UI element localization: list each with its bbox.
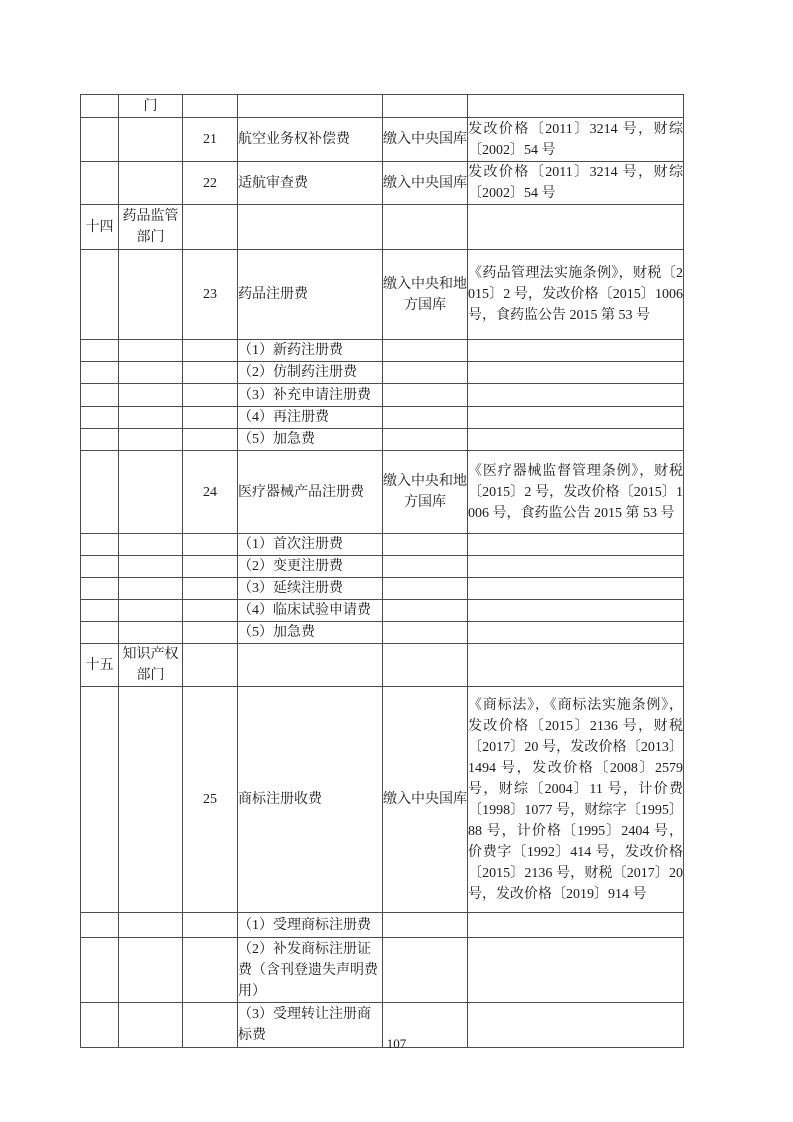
table-row (81, 913, 684, 938)
legal-basis-cell (468, 600, 684, 622)
legal-basis-cell (468, 407, 684, 429)
fees-table (80, 94, 684, 1048)
table-row (81, 362, 684, 384)
treasury-cell (383, 578, 468, 600)
fee-name-cell: 药品注册费 (238, 250, 383, 340)
fee-name-cell: （4）临床试验申请费 (238, 600, 383, 622)
dept-cell (119, 250, 183, 340)
treasury-cell (383, 205, 468, 250)
table-row (81, 95, 684, 118)
treasury-cell: 缴入中央和地方国库 (383, 250, 468, 340)
dept-cell (119, 407, 183, 429)
table-row (81, 938, 684, 1003)
dept-cell (119, 938, 183, 1003)
dept-cell (119, 118, 183, 162)
section-cell (81, 118, 119, 162)
treasury-cell (383, 95, 468, 118)
section-cell (81, 340, 119, 362)
dept-cell (119, 556, 183, 578)
fee-name-cell: （2）补发商标注册证费（含刊登遗失声明费用） (238, 938, 383, 1003)
dept-cell (119, 578, 183, 600)
legal-basis-cell (468, 913, 684, 938)
fee-name-cell: 航空业务权补偿费 (238, 118, 383, 162)
section-cell (81, 578, 119, 600)
treasury-cell (383, 407, 468, 429)
table-row (81, 162, 684, 205)
dept-cell (119, 913, 183, 938)
treasury-cell (383, 622, 468, 644)
item-no-cell: 24 (183, 451, 238, 534)
item-no-cell: 22 (183, 162, 238, 205)
dept-cell (119, 362, 183, 384)
table-row (81, 250, 684, 340)
section-cell (81, 162, 119, 205)
legal-basis-cell (468, 644, 684, 687)
treasury-cell: 缴入中央和地方国库 (383, 451, 468, 534)
table-row (81, 578, 684, 600)
section-cell (81, 362, 119, 384)
section-cell (81, 384, 119, 407)
treasury-cell (383, 644, 468, 687)
fee-name-cell: 医疗器械产品注册费 (238, 451, 383, 534)
treasury-cell: 缴入中央国库 (383, 162, 468, 205)
treasury-cell (383, 534, 468, 556)
section-cell (81, 600, 119, 622)
dept-cell (119, 687, 183, 913)
fee-name-cell: （3）受理转让注册商标费 (238, 1003, 383, 1048)
item-no-cell (183, 578, 238, 600)
treasury-cell (383, 384, 468, 407)
table-row (81, 384, 684, 407)
table-row (81, 687, 684, 913)
table-row (81, 407, 684, 429)
table-row (81, 644, 684, 687)
section-cell (81, 429, 119, 451)
section-cell (81, 687, 119, 913)
page-number: 107 (386, 1036, 407, 1051)
item-no-cell (183, 600, 238, 622)
section-cell: 十五 (81, 644, 119, 687)
item-no-cell (183, 407, 238, 429)
legal-basis-cell (468, 362, 684, 384)
legal-basis-cell (468, 938, 684, 1003)
fee-name-cell (238, 95, 383, 118)
legal-basis-cell: 发改价格〔2011〕3214 号，财综〔2002〕54 号 (468, 162, 684, 205)
fee-name-cell: （3）补充申请注册费 (238, 384, 383, 407)
item-no-cell: 25 (183, 687, 238, 913)
dept-cell (119, 451, 183, 534)
section-cell (81, 556, 119, 578)
table-row (81, 205, 684, 250)
dept-cell (119, 429, 183, 451)
item-no-cell (183, 205, 238, 250)
fee-name-cell: （2）变更注册费 (238, 556, 383, 578)
dept-cell (119, 600, 183, 622)
legal-basis-cell (468, 556, 684, 578)
dept-cell: 药品监管部门 (119, 205, 183, 250)
table-row (81, 556, 684, 578)
legal-basis-cell: 发改价格〔2011〕3214 号，财综〔2002〕54 号 (468, 118, 684, 162)
table-row (81, 534, 684, 556)
item-no-cell (183, 340, 238, 362)
fee-name-cell (238, 644, 383, 687)
table-row (81, 622, 684, 644)
legal-basis-cell (468, 622, 684, 644)
dept-cell (119, 340, 183, 362)
dept-cell (119, 162, 183, 205)
table-row (81, 340, 684, 362)
treasury-cell (383, 600, 468, 622)
fee-name-cell: 适航审查费 (238, 162, 383, 205)
item-no-cell (183, 938, 238, 1003)
table-row (81, 600, 684, 622)
fee-name-cell (238, 205, 383, 250)
legal-basis-cell: 《药品管理法实施条例》，财税〔2015〕2 号，发改价格〔2015〕1006 号，食药监公告 2015 第 53 号 (468, 250, 684, 340)
item-no-cell (183, 556, 238, 578)
section-cell (81, 407, 119, 429)
legal-basis-cell (468, 205, 684, 250)
treasury-cell (383, 556, 468, 578)
dept-cell: 门 (119, 95, 183, 118)
table-row (81, 451, 684, 534)
item-no-cell (183, 534, 238, 556)
item-no-cell (183, 362, 238, 384)
item-no-cell (183, 429, 238, 451)
section-cell (81, 622, 119, 644)
dept-cell: 知识产权部门 (119, 644, 183, 687)
item-no-cell (183, 622, 238, 644)
legal-basis-cell (468, 534, 684, 556)
legal-basis-cell (468, 340, 684, 362)
fee-name-cell: （4）再注册费 (238, 407, 383, 429)
item-no-cell (183, 95, 238, 118)
fee-name-cell: 商标注册收费 (238, 687, 383, 913)
fee-name-cell: （3）延续注册费 (238, 578, 383, 600)
section-cell (81, 451, 119, 534)
fee-name-cell: （1）新药注册费 (238, 340, 383, 362)
table-row (81, 118, 684, 162)
item-no-cell (183, 913, 238, 938)
fee-name-cell: （1）首次注册费 (238, 534, 383, 556)
legal-basis-cell: 《医疗器械监督管理条例》，财税〔2015〕2 号，发改价格〔2015〕1006 号，食药监公告 2015 第 53 号 (468, 451, 684, 534)
treasury-cell (383, 362, 468, 384)
legal-basis-cell (468, 578, 684, 600)
fee-name-cell: （2）仿制药注册费 (238, 362, 383, 384)
legal-basis-cell: 《商标法》，《商标法实施条例》，发改价格〔2015〕2136 号，财税〔2017〕20 号，发改价格〔2013〕1494 号，发改价格〔2008〕2579 号，财综〔2004〕11 号，计价费〔1998〕1077 号，财综字〔1995〕88 号，计价格〔1995〕2404 号，价费字〔1992〕414 号，发改价格〔2015〕2136 号，财税〔2017〕20 号，发改价格〔2019〕914 号 (468, 687, 684, 913)
fee-name-cell: （5）加急费 (238, 622, 383, 644)
item-no-cell: 21 (183, 118, 238, 162)
section-cell: 十四 (81, 205, 119, 250)
section-cell (81, 250, 119, 340)
item-no-cell (183, 644, 238, 687)
treasury-cell: 缴入中央国库 (383, 118, 468, 162)
treasury-cell (383, 913, 468, 938)
fee-name-cell: （5）加急费 (238, 429, 383, 451)
fee-name-cell: （1）受理商标注册费 (238, 913, 383, 938)
legal-basis-cell (468, 95, 684, 118)
section-cell (81, 913, 119, 938)
treasury-cell (383, 429, 468, 451)
item-no-cell (183, 384, 238, 407)
dept-cell (119, 384, 183, 407)
section-cell (81, 95, 119, 118)
item-no-cell: 23 (183, 250, 238, 340)
legal-basis-cell (468, 429, 684, 451)
legal-basis-cell (468, 384, 684, 407)
dept-cell (119, 534, 183, 556)
treasury-cell (383, 938, 468, 1003)
treasury-cell: 缴入中央国库 (383, 687, 468, 913)
section-cell (81, 534, 119, 556)
section-cell (81, 938, 119, 1003)
dept-cell (119, 622, 183, 644)
table-row (81, 429, 684, 451)
treasury-cell (383, 340, 468, 362)
